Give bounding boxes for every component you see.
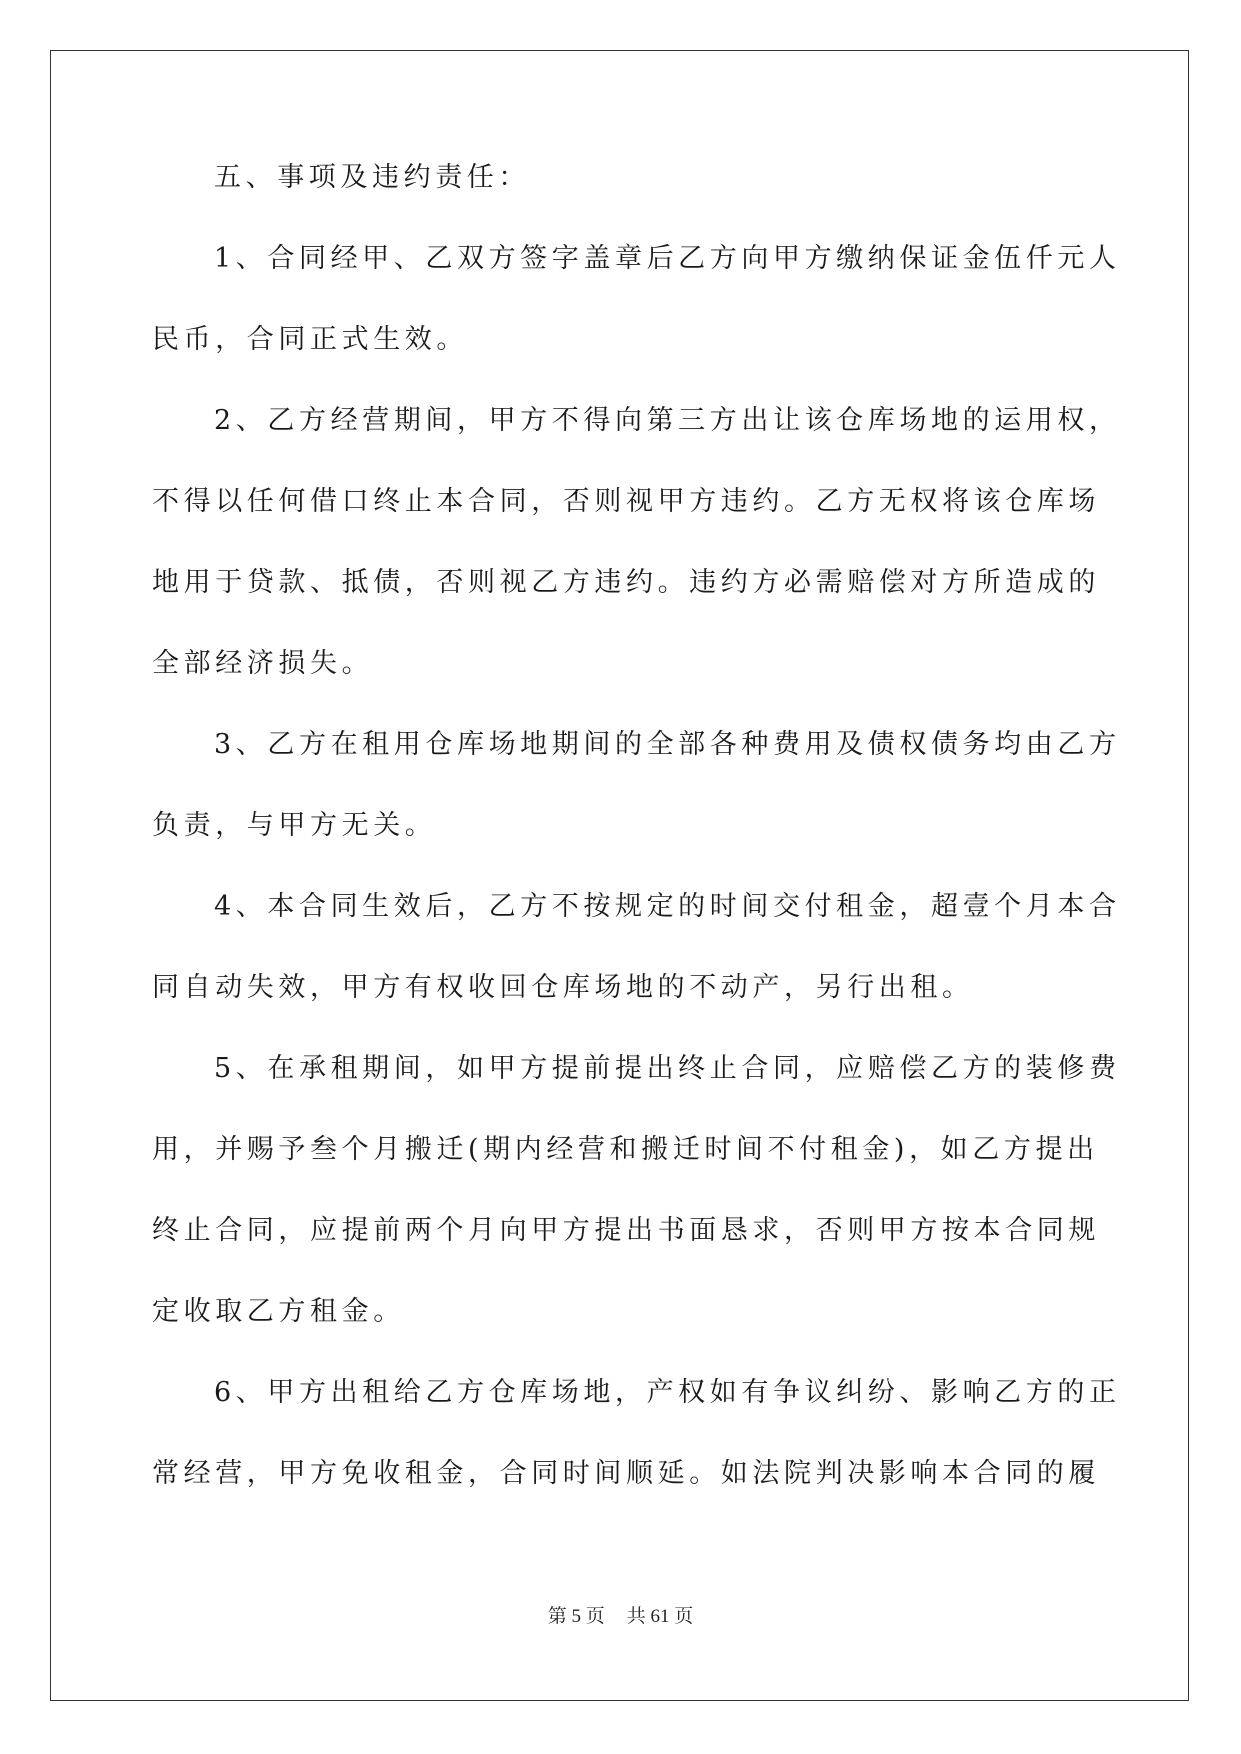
- paragraph-line: 定收取乙方租金。: [152, 1296, 405, 1327]
- paragraph-line: 民币，合同正式生效。: [152, 324, 468, 355]
- page-number: 第 5 页: [547, 1606, 605, 1627]
- paragraph-line: 用，并赐予叁个月搬迁(期内经营和搬迁时间不付租金)，如乙方提出: [152, 1134, 1099, 1165]
- document-body: [152, 162, 1121, 1540]
- paragraph-line: 常经营，甲方免收租金，合同时间顺延。如法院判决影响本合同的履: [152, 1458, 1100, 1489]
- paragraph-line: 6、甲方出租给乙方仓库场地，产权如有争议纠纷、影响乙方的正: [214, 1377, 1121, 1408]
- paragraph-line: 2、乙方经营期间，甲方不得向第三方出让该仓库场地的运用权，: [214, 405, 1121, 436]
- paragraph-line: 5、在承租期间，如甲方提前提出终止合同，应赔偿乙方的装修费: [214, 1053, 1121, 1084]
- paragraph-line: 终止合同，应提前两个月向甲方提出书面恳求，否则甲方按本合同规: [152, 1215, 1100, 1246]
- paragraph-line: 3、乙方在租用仓库场地期间的全部各种费用及债权债务均由乙方: [214, 729, 1121, 760]
- paragraph-line: 1、合同经甲、乙双方签字盖章后乙方向甲方缴纳保证金伍仟元人: [214, 243, 1121, 274]
- page-footer: [0, 1601, 1241, 1628]
- section-heading: 五、事项及违约责任：: [214, 162, 530, 193]
- paragraph-line: 全部经济损失。: [152, 648, 374, 679]
- paragraph-line: 负责，与甲方无关。: [152, 810, 437, 841]
- paragraph-line: 同自动失效，甲方有权收回仓库场地的不动产，另行出租。: [152, 972, 974, 1003]
- paragraph-line: 4、本合同生效后，乙方不按规定的时间交付租金，超壹个月本合: [214, 891, 1121, 922]
- paragraph-line: 地用于贷款、抵债，否则视乙方违约。违约方必需赔偿对方所造成的: [152, 567, 1100, 598]
- paragraph-line: 不得以任何借口终止本合同，否则视甲方违约。乙方无权将该仓库场: [152, 486, 1100, 517]
- total-pages: 共 61 页: [626, 1606, 694, 1627]
